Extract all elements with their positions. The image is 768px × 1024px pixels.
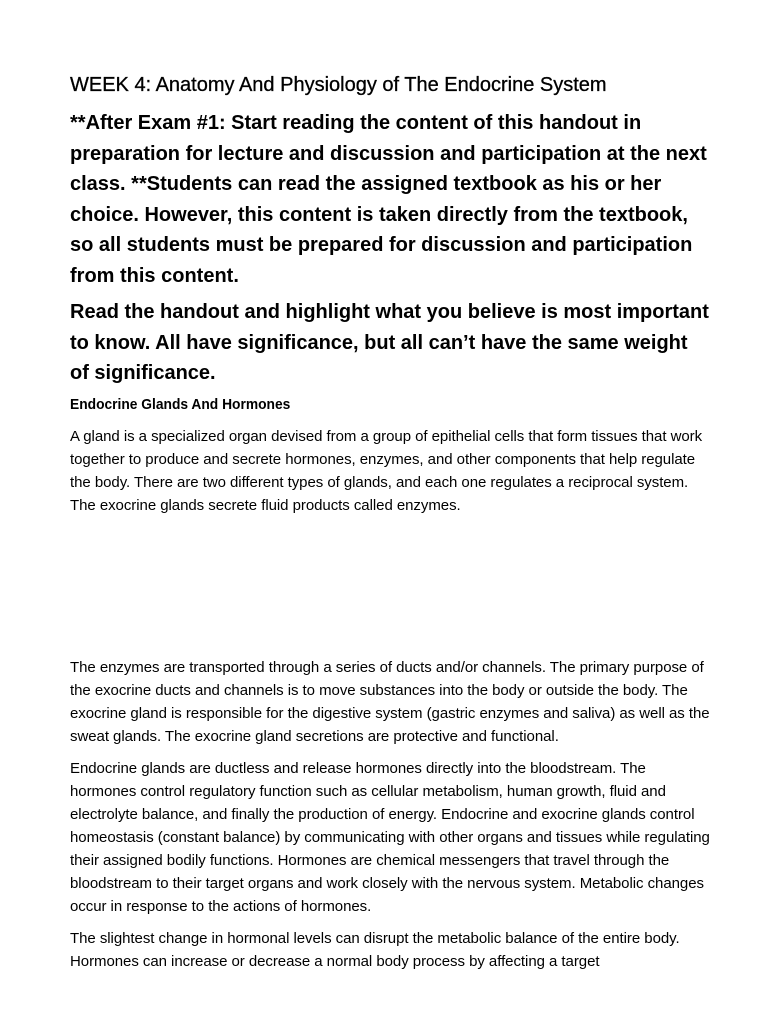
- section-heading: Endocrine Glands And Hormones: [70, 395, 291, 413]
- body-paragraph-1: A gland is a specialized organ devised from a group of epithelial cells that form tissues that work together to produce and secrete hormones, enzymes, and other components that help regulate the body. There are two different types of glands, and each one regulates a reciprocal system. The exocrine glands secrete fluid products called enzymes.: [70, 427, 703, 514]
- page-gap: [70, 525, 710, 656]
- body-paragraph-4: The slightest change in hormonal levels can disrupt the metabolic balance of the entire body. Hormones can increase or decrease a normal body process by affecting a target: [70, 929, 680, 970]
- body-paragraph-2: The enzymes are transported through a series of ducts and/or channels. The primary purpose of the exocrine ducts and channels is to move substances into the body or outside the body. The exocrine gland is responsible for the digestive system (gastric enzymes and saliva) as well as the sweat glands. The exocrine gland secretions are protective and functional.: [70, 658, 710, 745]
- document-page: [70, 72, 710, 981]
- instruction-paragraph-1: **After Exam #1: Start reading the content of this handout in preparation for lecture and discussion and participation at the next class. **Students can read the assigned textbook as his or her choice. However, this content is taken directly from the textbook, so all students must be prepared for discussion and participation from this content.: [70, 112, 707, 287]
- instruction-paragraph-2: Read the handout and highlight what you believe is most important to know. All have significance, but all can’t have the same weight of significance.: [70, 301, 709, 384]
- body-paragraph-3: Endocrine glands are ductless and release hormones directly into the bloodstream. The hormones control regulatory function such as cellular metabolism, human growth, fluid and electrolyte balance, and finally the production of energy. Endocrine and exocrine glands control homeostasis (constant balance) by communicating with other organs and tissues while regulating their assigned bodily functions. Hormones are chemical messengers that travel through the bloodstream to their target organs and work closely with the nervous system. Metabolic changes occur in response to the actions of hormones.: [70, 759, 710, 915]
- page-title: WEEK 4: Anatomy And Physiology of The Endocrine System: [70, 74, 607, 96]
